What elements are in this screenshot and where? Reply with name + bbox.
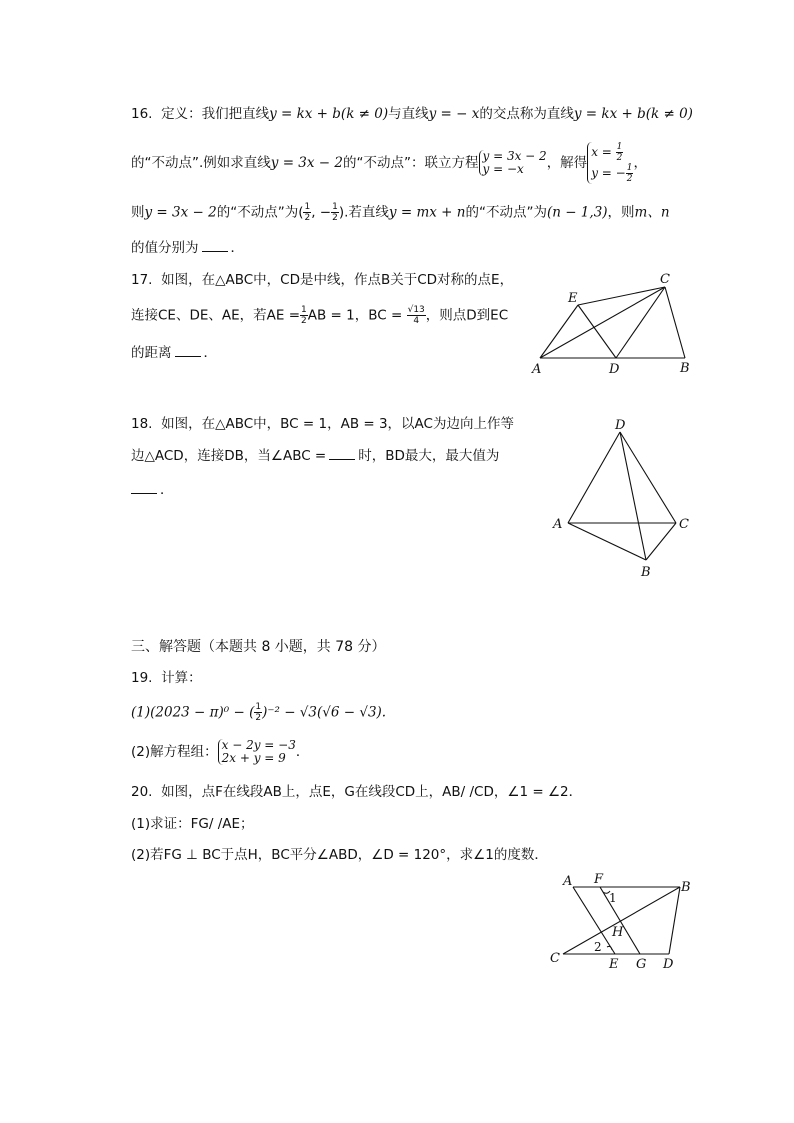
num: 1: [616, 142, 623, 152]
q19-equation-system: [218, 739, 296, 765]
segment-DA: [568, 432, 620, 523]
q18-line3: [131, 480, 174, 500]
q17-text: 如图，在△ABC中，CD是中线，作点B关于CD对称的点E，: [161, 272, 514, 288]
q17-text: ，则点D到EC: [425, 307, 509, 324]
label-C: C: [660, 272, 670, 287]
q16-text: 的“不动点”为(: [216, 204, 304, 221]
label-D: D: [609, 362, 620, 377]
q16-text: 的“不动点”.例如求直线: [131, 155, 271, 171]
q16-text: , −: [311, 204, 332, 221]
num: 1: [255, 702, 262, 712]
num: 1: [626, 163, 633, 173]
label-F: F: [594, 872, 604, 887]
label-B: B: [680, 361, 690, 376]
num: 1: [332, 202, 338, 212]
q20-line2: [131, 814, 254, 834]
segment-AB: [568, 523, 646, 560]
sys-row: 2x + y = 9: [221, 751, 286, 765]
q17-text: 连接CE、DE、AE，若AE =: [131, 307, 301, 324]
q20-text: 如图，点F在线段AB上，点E，G在线段CD上，AB/ /CD，∠1 = ∠2．: [161, 784, 583, 800]
q16-line2: [131, 142, 647, 184]
num: 1: [301, 305, 307, 315]
q20-text: (1)求证：FG/ /AE；: [131, 816, 254, 832]
den: 2: [301, 316, 307, 326]
q19-text: (2)解方程组：: [131, 744, 218, 760]
q16-math: y = − x: [428, 106, 480, 122]
q18-line1: [131, 414, 514, 434]
q16-solution-system: [587, 142, 633, 184]
answer-blank[interactable]: [131, 481, 157, 494]
fraction-half: [300, 305, 308, 326]
q20-line3: [131, 845, 548, 865]
answer-blank[interactable]: [175, 344, 201, 357]
segment-ED: [578, 305, 616, 358]
q16-line3: [131, 202, 670, 223]
q20-number: 20.: [131, 784, 153, 800]
q16-text: 的值分别为: [131, 240, 199, 256]
q18-line2: [131, 446, 499, 466]
segment-DC: [620, 432, 676, 523]
segment-BD: [669, 887, 680, 954]
q20-text: (2)若FG ⊥ BC于点H，BC平分∠ABD，∠D = 120°，求∠1的度数．: [131, 847, 548, 863]
label-D: D: [663, 957, 674, 972]
num: √13: [407, 305, 425, 315]
q16-text: 的“不动点”：联立方程: [343, 155, 479, 171]
segment-EC: [578, 287, 665, 305]
q17-text: 的距离: [131, 345, 172, 361]
q17-line2: [131, 305, 508, 326]
answer-blank[interactable]: [329, 447, 355, 460]
segment-CD: [616, 287, 665, 358]
q20-line1: [131, 782, 582, 802]
label-B: B: [681, 880, 691, 895]
den: 2: [616, 153, 623, 163]
q18-figure: [548, 414, 698, 584]
label-D: D: [615, 418, 626, 433]
sol-y: y = −: [591, 166, 626, 180]
q16-text: 则: [131, 204, 145, 221]
label-E: E: [568, 291, 578, 306]
q19-math: (1)(2023 − π)⁰ − (: [131, 704, 255, 721]
segment-FG: [600, 887, 640, 954]
section-heading: 三、解答题（本题共 8 小题，共 78 分）: [131, 639, 386, 655]
den: 2: [332, 213, 338, 223]
q19-number: 19.: [131, 670, 153, 686]
q19-math: )⁻² − √3(√6 − √3).: [262, 704, 387, 721]
label-A: A: [563, 874, 573, 889]
segment-CB: [665, 287, 685, 358]
fraction-half: [616, 142, 624, 163]
sol-x: x =: [591, 145, 612, 159]
q18-text: 边△ACD，连接DB，当∠ABC =: [131, 448, 327, 464]
q16-line1: [131, 104, 693, 124]
q16-number: 16.: [131, 106, 153, 122]
fraction-half: [331, 202, 339, 223]
angle-2-arc: [607, 946, 612, 950]
q17-line1: [131, 270, 513, 290]
q17-text: ．: [203, 345, 217, 361]
segment-BC: [646, 523, 676, 560]
num: 1: [304, 202, 311, 212]
q18-text: 时，BD最大，最大值为: [358, 448, 500, 464]
q19-text: ．: [295, 744, 310, 760]
q19-part2: [131, 738, 309, 766]
label-angle-1: 1: [609, 891, 617, 905]
label-C: C: [679, 517, 689, 532]
q19-text: 计算：: [161, 670, 202, 686]
sol-row: [591, 163, 633, 184]
q16-text: ．: [230, 240, 244, 256]
q16-math: y = 3x − 2: [270, 155, 343, 171]
q17-figure: [528, 270, 698, 380]
fraction-half: [254, 702, 262, 723]
label-A: A: [532, 362, 542, 377]
q18-text: ．: [160, 482, 174, 498]
den: 2: [255, 713, 262, 723]
den: 2: [626, 174, 633, 184]
q16-math: y = kx + b(k ≠ 0): [269, 106, 389, 122]
q19-line1: [131, 668, 202, 688]
q16-text: 与直线: [388, 106, 429, 122]
sys-row: y = −x: [482, 162, 524, 176]
label-H: H: [612, 925, 624, 940]
label-G: G: [636, 957, 647, 972]
den: 2: [304, 213, 311, 223]
q16-math: m、n: [634, 204, 670, 221]
label-A: A: [553, 517, 563, 532]
q16-text: ，解得: [546, 155, 588, 171]
q16-text: 定义：我们把直线: [161, 106, 270, 122]
q18-number: 18.: [131, 416, 153, 432]
segment-DB: [620, 432, 646, 560]
q20-figure: [545, 868, 705, 978]
segment-AC: [540, 287, 665, 358]
label-B: B: [641, 565, 651, 580]
q16-text: ).若直线: [338, 204, 389, 221]
q16-math: y = mx + n: [388, 204, 466, 221]
q16-text: ，则: [607, 204, 635, 221]
sol-row: [591, 142, 633, 163]
q16-text: 的交点称为直线: [479, 106, 574, 122]
q17-number: 17.: [131, 272, 153, 288]
q16-text: 的“不动点”为: [465, 204, 547, 221]
label-E: E: [609, 957, 619, 972]
q17-text: AB = 1，BC =: [307, 307, 403, 324]
q17-line3: [131, 343, 217, 363]
sys-row: y = 3x − 2: [482, 149, 547, 163]
segment-EA: [540, 305, 578, 358]
answer-blank[interactable]: [202, 239, 228, 252]
den: 4: [413, 316, 420, 326]
q16-text: ，: [633, 155, 647, 171]
q16-math: y = 3x − 2: [144, 204, 217, 221]
segment-CB: [563, 887, 680, 954]
fraction-sqrt13-over-4: [407, 305, 426, 326]
sys-row: x − 2y = −3: [221, 738, 296, 752]
q16-math: y = kx + b(k ≠ 0): [573, 106, 693, 122]
label-angle-2: 2: [594, 940, 602, 954]
q16-math: (n − 1,3): [546, 204, 608, 221]
q16-equation-system: [479, 150, 547, 176]
label-C: C: [550, 951, 560, 966]
q16-line4: [131, 238, 244, 258]
q18-text: 如图，在△ABC中，BC = 1，AB = 3，以AC为边向上作等: [161, 416, 514, 432]
q19-part1: [131, 702, 386, 723]
